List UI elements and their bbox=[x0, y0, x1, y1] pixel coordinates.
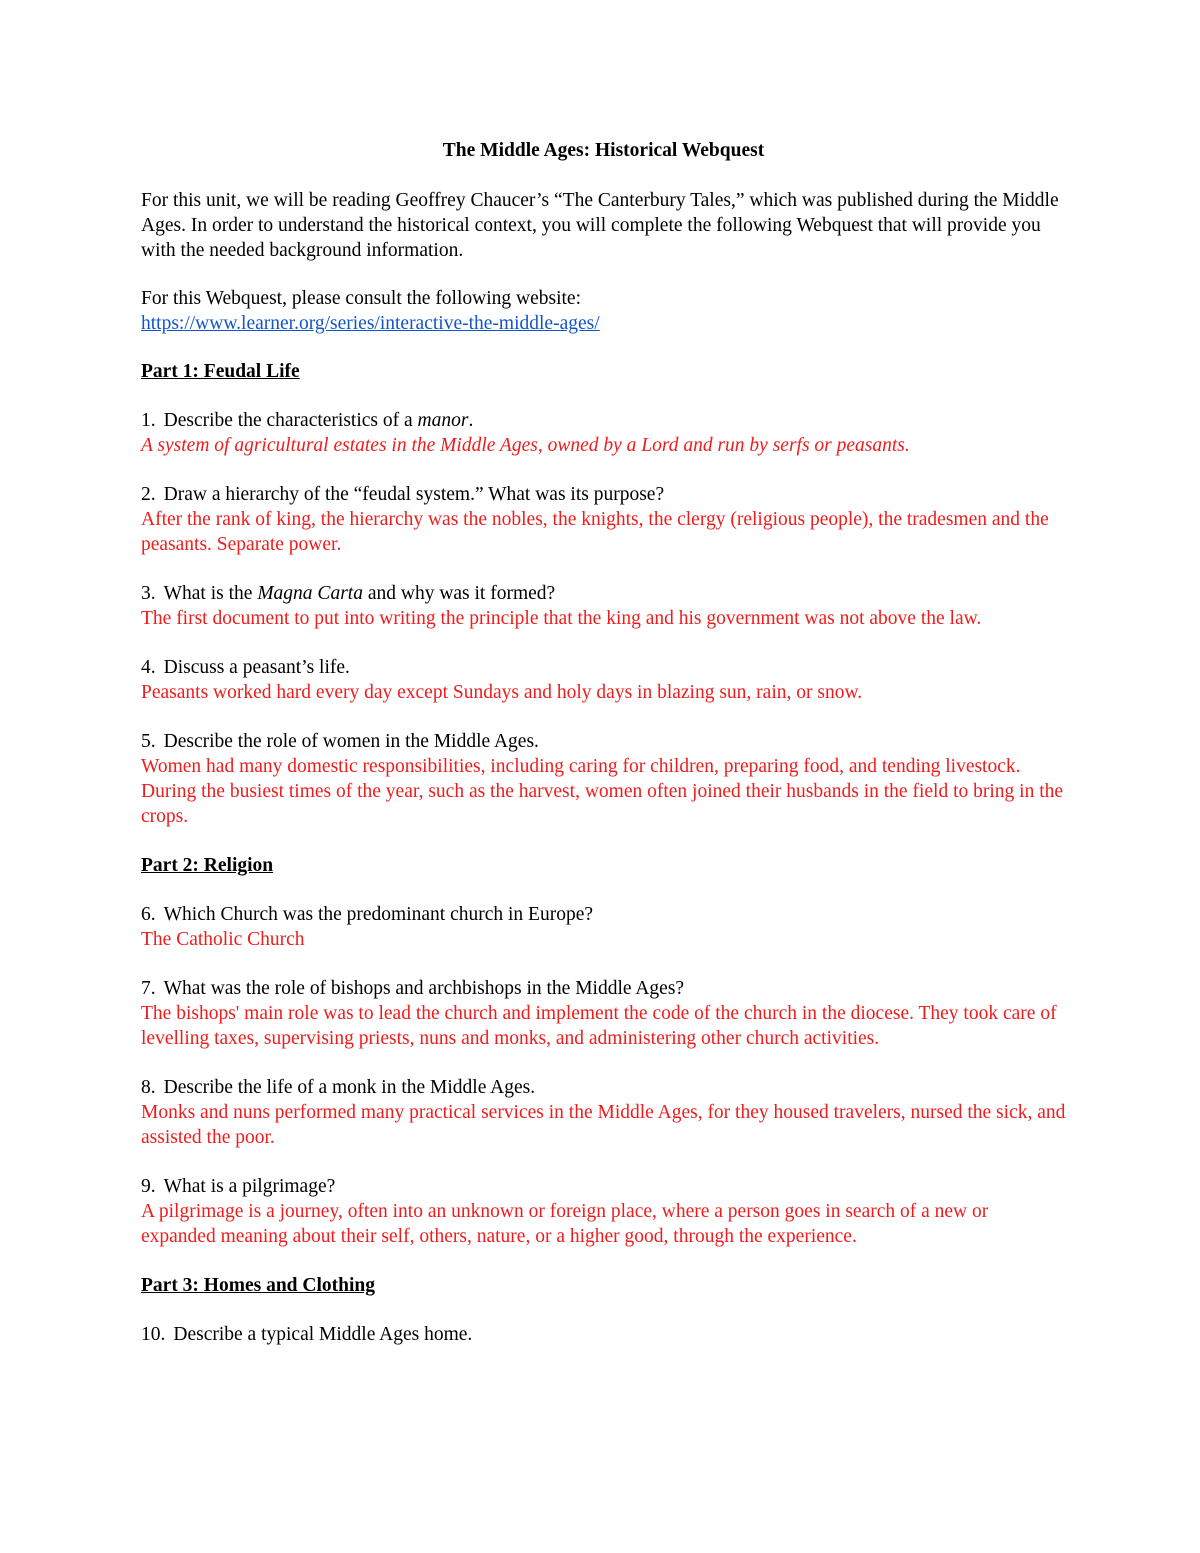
question-number: 2. bbox=[141, 484, 156, 505]
document-page bbox=[141, 138, 1066, 1371]
website-link[interactable]: https://www.learner.org/series/interactive-the-middle-ages/ bbox=[141, 313, 600, 334]
question-8 bbox=[141, 1075, 1066, 1100]
question-block-8 bbox=[141, 1075, 1066, 1150]
question-number: 8. bbox=[141, 1077, 156, 1098]
answer-7: The bishops' main role was to lead the church and implement the code of the church in the diocese. They took care of levelling taxes, supervising priests, nuns and monks, and administering other church activities. bbox=[141, 1003, 1057, 1049]
question-number: 5. bbox=[141, 731, 156, 752]
question-block-6 bbox=[141, 902, 1066, 952]
answer-4: Peasants worked hard every day except Sundays and holy days in blazing sun, rain, or snow. bbox=[141, 682, 863, 703]
question-text: Which Church was the predominant church in Europe? bbox=[163, 904, 594, 925]
question-block-10 bbox=[141, 1322, 1066, 1347]
answer-5: Women had many domestic responsibilities, including caring for children, preparing food, and tending livestock. During the busiest times of the year, such as the harvest, women often joined their husbands in the field to bring in the crops. bbox=[141, 756, 1064, 827]
question-block-4 bbox=[141, 655, 1066, 705]
question-text: Draw a hierarchy of the “feudal system.” What was its purpose? bbox=[163, 484, 665, 505]
question-emphasis: Magna Carta bbox=[257, 583, 363, 604]
question-block-9 bbox=[141, 1174, 1066, 1249]
question-4 bbox=[141, 655, 1066, 680]
intro-paragraph: For this unit, we will be reading Geoffrey Chaucer’s “The Canterbury Tales,” which was published during the Middle Ages. In order to understand the historical context, you will complete the following Webquest that will provide you with the needed background information. bbox=[141, 190, 1059, 261]
question-text-end: and why was it formed? bbox=[362, 583, 556, 604]
question-block-5 bbox=[141, 729, 1066, 829]
question-7 bbox=[141, 976, 1066, 1001]
part2-heading: Part 2: Religion bbox=[141, 855, 274, 876]
document-title: The Middle Ages: Historical Webquest bbox=[442, 140, 765, 161]
answer-1: A system of agricultural estates in the Middle Ages, owned by a Lord and run by serfs or peasants. bbox=[141, 435, 910, 456]
part3-heading: Part 3: Homes and Clothing bbox=[141, 1275, 375, 1296]
answer-2: After the rank of king, the hierarchy was the nobles, the knights, the clergy (religious people), the tradesmen and the peasants. Separate power. bbox=[141, 509, 1049, 555]
part1-heading: Part 1: Feudal Life bbox=[141, 361, 300, 382]
question-block-3 bbox=[141, 581, 1066, 631]
question-text: What is the bbox=[163, 583, 258, 604]
question-5 bbox=[141, 729, 1066, 754]
answer-3: The first document to put into writing the principle that the king and his government was not above the law. bbox=[141, 608, 982, 629]
website-block bbox=[141, 286, 1066, 336]
question-text: Discuss a peasant’s life. bbox=[163, 657, 350, 678]
question-1 bbox=[141, 408, 1066, 433]
question-emphasis: manor bbox=[417, 410, 469, 431]
question-number: 10. bbox=[141, 1324, 166, 1345]
question-text: Describe the characteristics of a bbox=[163, 410, 418, 431]
question-text: What is a pilgrimage? bbox=[163, 1176, 336, 1197]
question-block-2 bbox=[141, 482, 1066, 557]
question-number: 4. bbox=[141, 657, 156, 678]
question-text: Describe the role of women in the Middle Ages. bbox=[163, 731, 539, 752]
question-block-7 bbox=[141, 976, 1066, 1051]
question-text: What was the role of bishops and archbishops in the Middle Ages? bbox=[163, 978, 685, 999]
question-10 bbox=[141, 1322, 1066, 1347]
answer-8: Monks and nuns performed many practical services in the Middle Ages, for they housed travelers, nursed the sick, and assisted the poor. bbox=[141, 1102, 1066, 1148]
question-3 bbox=[141, 581, 1066, 606]
question-6 bbox=[141, 902, 1066, 927]
question-2 bbox=[141, 482, 1066, 507]
question-text: Describe the life of a monk in the Middle Ages. bbox=[163, 1077, 536, 1098]
answer-9: A pilgrimage is a journey, often into an unknown or foreign place, where a person goes in search of a new or expanded meaning about their self, others, nature, or a higher good, through the experience. bbox=[141, 1201, 989, 1247]
question-number: 1. bbox=[141, 410, 156, 431]
question-9 bbox=[141, 1174, 1066, 1199]
question-text: Describe a typical Middle Ages home. bbox=[173, 1324, 473, 1345]
question-block-1 bbox=[141, 408, 1066, 458]
answer-6: The Catholic Church bbox=[141, 929, 305, 950]
question-number: 9. bbox=[141, 1176, 156, 1197]
website-prompt: For this Webquest, please consult the following website: bbox=[141, 288, 582, 309]
question-number: 3. bbox=[141, 583, 156, 604]
question-number: 7. bbox=[141, 978, 156, 999]
question-text-end: . bbox=[468, 410, 474, 431]
question-number: 6. bbox=[141, 904, 156, 925]
